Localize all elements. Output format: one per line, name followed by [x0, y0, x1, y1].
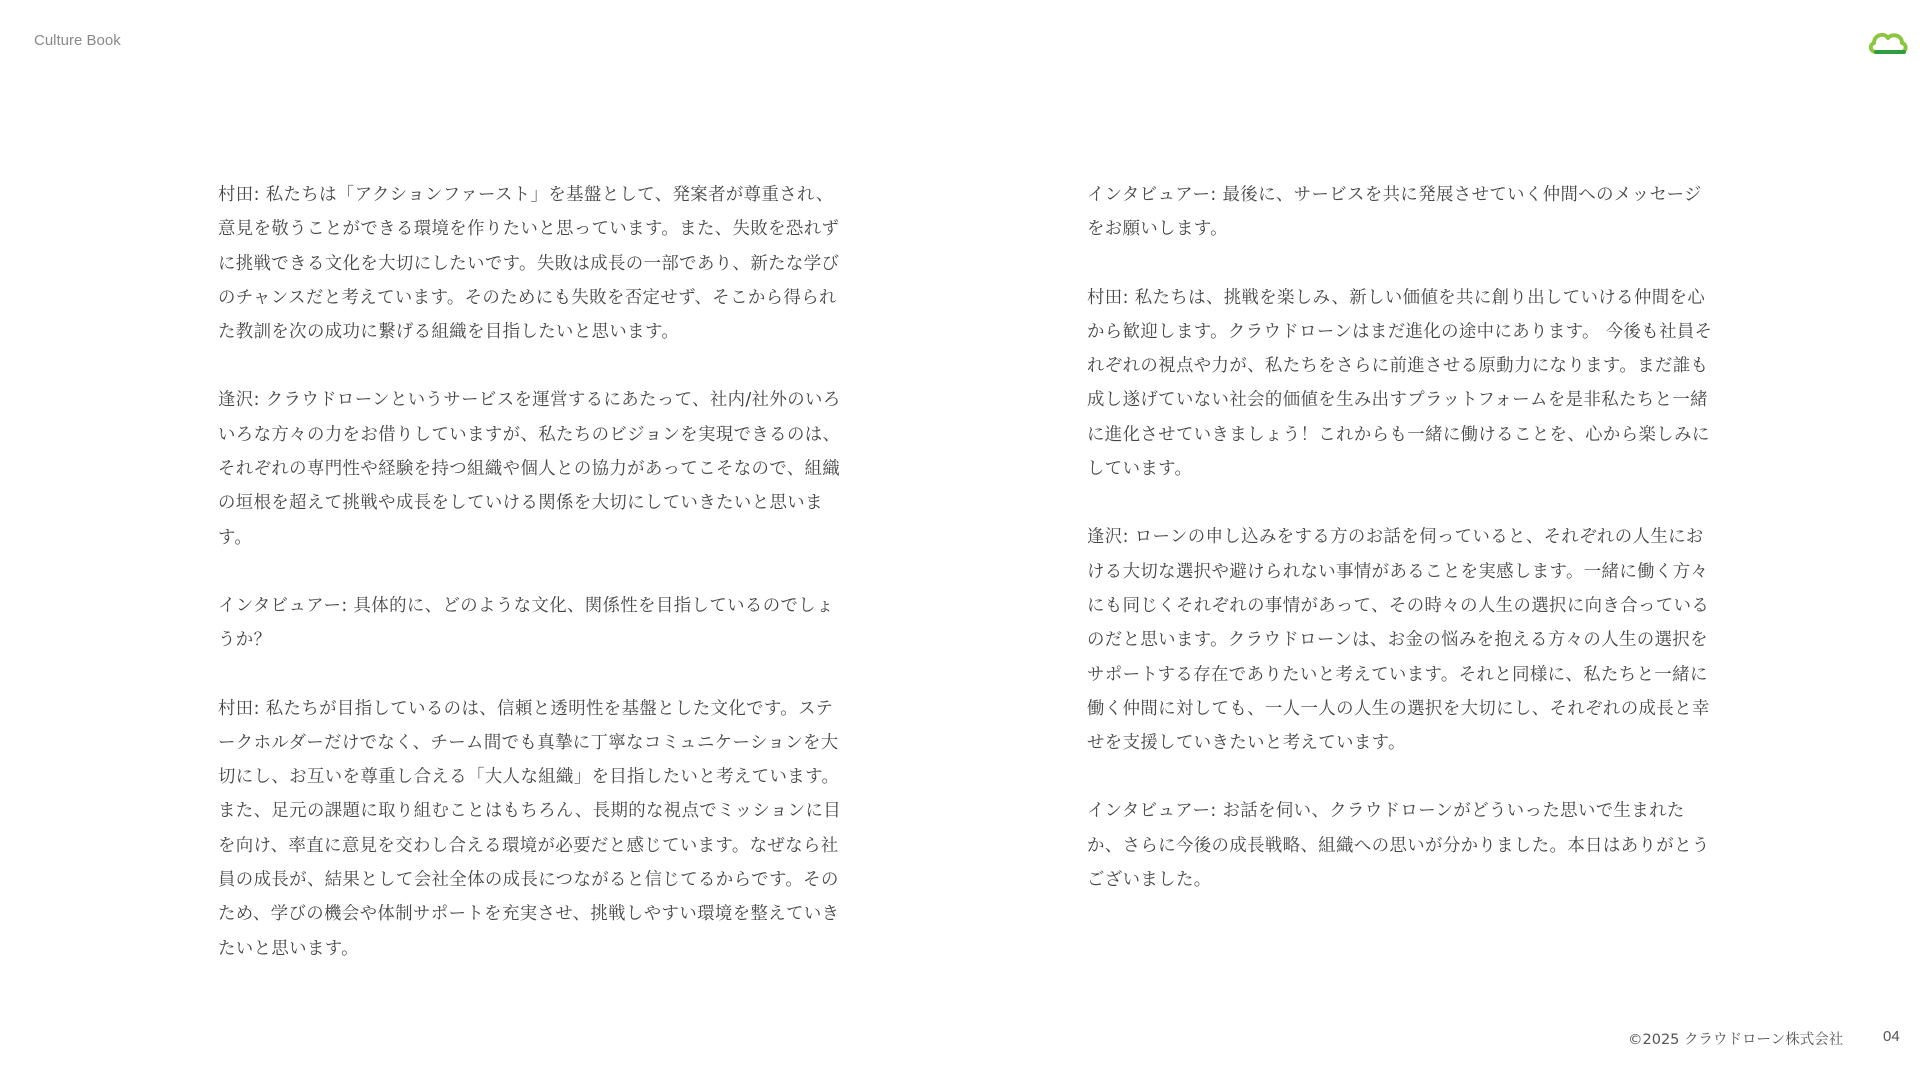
interview-paragraph: 逢沢: クラウドローンというサービスを運営するにあたって、社内/社外のいろいろな方々の力をお借りしていますが、私たちのビジョンを実現できるのは、それぞれの専門性や経験を持つ組織や個人との協力があってこそなので、組織の垣根を超えて挑戦や成長をしていける関係を大切にしていきたいと思います。 [218, 390, 841, 548]
cloud-logo-icon [1866, 26, 1910, 60]
interview-paragraph: インタビュアー: お話を伺い、クラウドローンがどういった思いで生まれたか、さらに今後の成長戦略、組織への思いが分かりました。本日はありがとうございました。 [1087, 801, 1710, 891]
document-header-title: Culture Book [34, 32, 121, 49]
interview-paragraph: 村田: 私たちは、挑戦を楽しみ、新しい価値を共に創り出していける仲間を心から歓迎します。クラウドローンはまだ進化の途中にあります。 今後も社員それぞれの視点や力が、私たちをさらに前進させる原動力になります。まだ誰も成し遂げていない社会的価値を生み出すプラットフォームを是非私たちと一緒に進化させていきましょう！これからも一緒に働けることを、心から楽しみにしています。 [1087, 287, 1713, 480]
page-number: 04 [1883, 1028, 1900, 1045]
footer-copyright: ©2025 クラウドローン株式会社 [1628, 1032, 1844, 1048]
right-text-column [1087, 178, 1719, 931]
interview-paragraph: 村田: 私たちは「アクションファースト」を基盤として、発案者が尊重され、意見を敬うことができる環境を作りたいと思っています。また、失敗を恐れずに挑戦できる文化を大切にしたいです。失敗は成長の一部であり、新たな学びのチャンスだと考えています。そのためにも失敗を否定せず、そこから得られた教訓を次の成功に繋げる組織を目指したいと思います。 [218, 185, 840, 343]
interview-paragraph: 逢沢: ローンの申し込みをする方のお話を伺っていると、それぞれの人生における大切な選択や避けられない事情があることを実感します。一緒に働く方々にも同じくそれぞれの事情があって、その時々の人生の選択に向き合っているのだと思います。クラウドローンは、お金の悩みを抱える方々の人生の選択をサポートする存在でありたいと考えています。それと同様に、私たちと一緒に働く仲間に対しても、一人一人の人生の選択を大切にし、それぞれの成長と幸せを支援していきたいと考えています。 [1087, 527, 1710, 754]
interview-paragraph: インタビュアー: 最後に、サービスを共に発展させていく仲間へのメッセージをお願いします。 [1087, 185, 1702, 240]
interview-paragraph: 村田: 私たちが目指しているのは、信頼と透明性を基盤とした文化です。ステークホルダーだけでなく、チーム間でも真摯に丁寧なコミュニケーションを大切にし、お互いを尊重し合える「大人な組織」を目指したいと考えています。また、足元の課題に取り組むことはもちろん、長期的な視点でミッションに目を向け、率直に意見を交わし合える環境が必要だと感じています。なぜなら社員の成長が、結果として会社全体の成長につながると信じてるからです。そのため、学びの機会や体制サポートを充実させ、挑戦しやすい環境を整えていきたいと思います。 [218, 698, 842, 959]
left-text-column [218, 178, 850, 1000]
interview-paragraph: インタビュアー: 具体的に、どのような文化、関係性を目指しているのでしょうか？ [218, 595, 834, 651]
